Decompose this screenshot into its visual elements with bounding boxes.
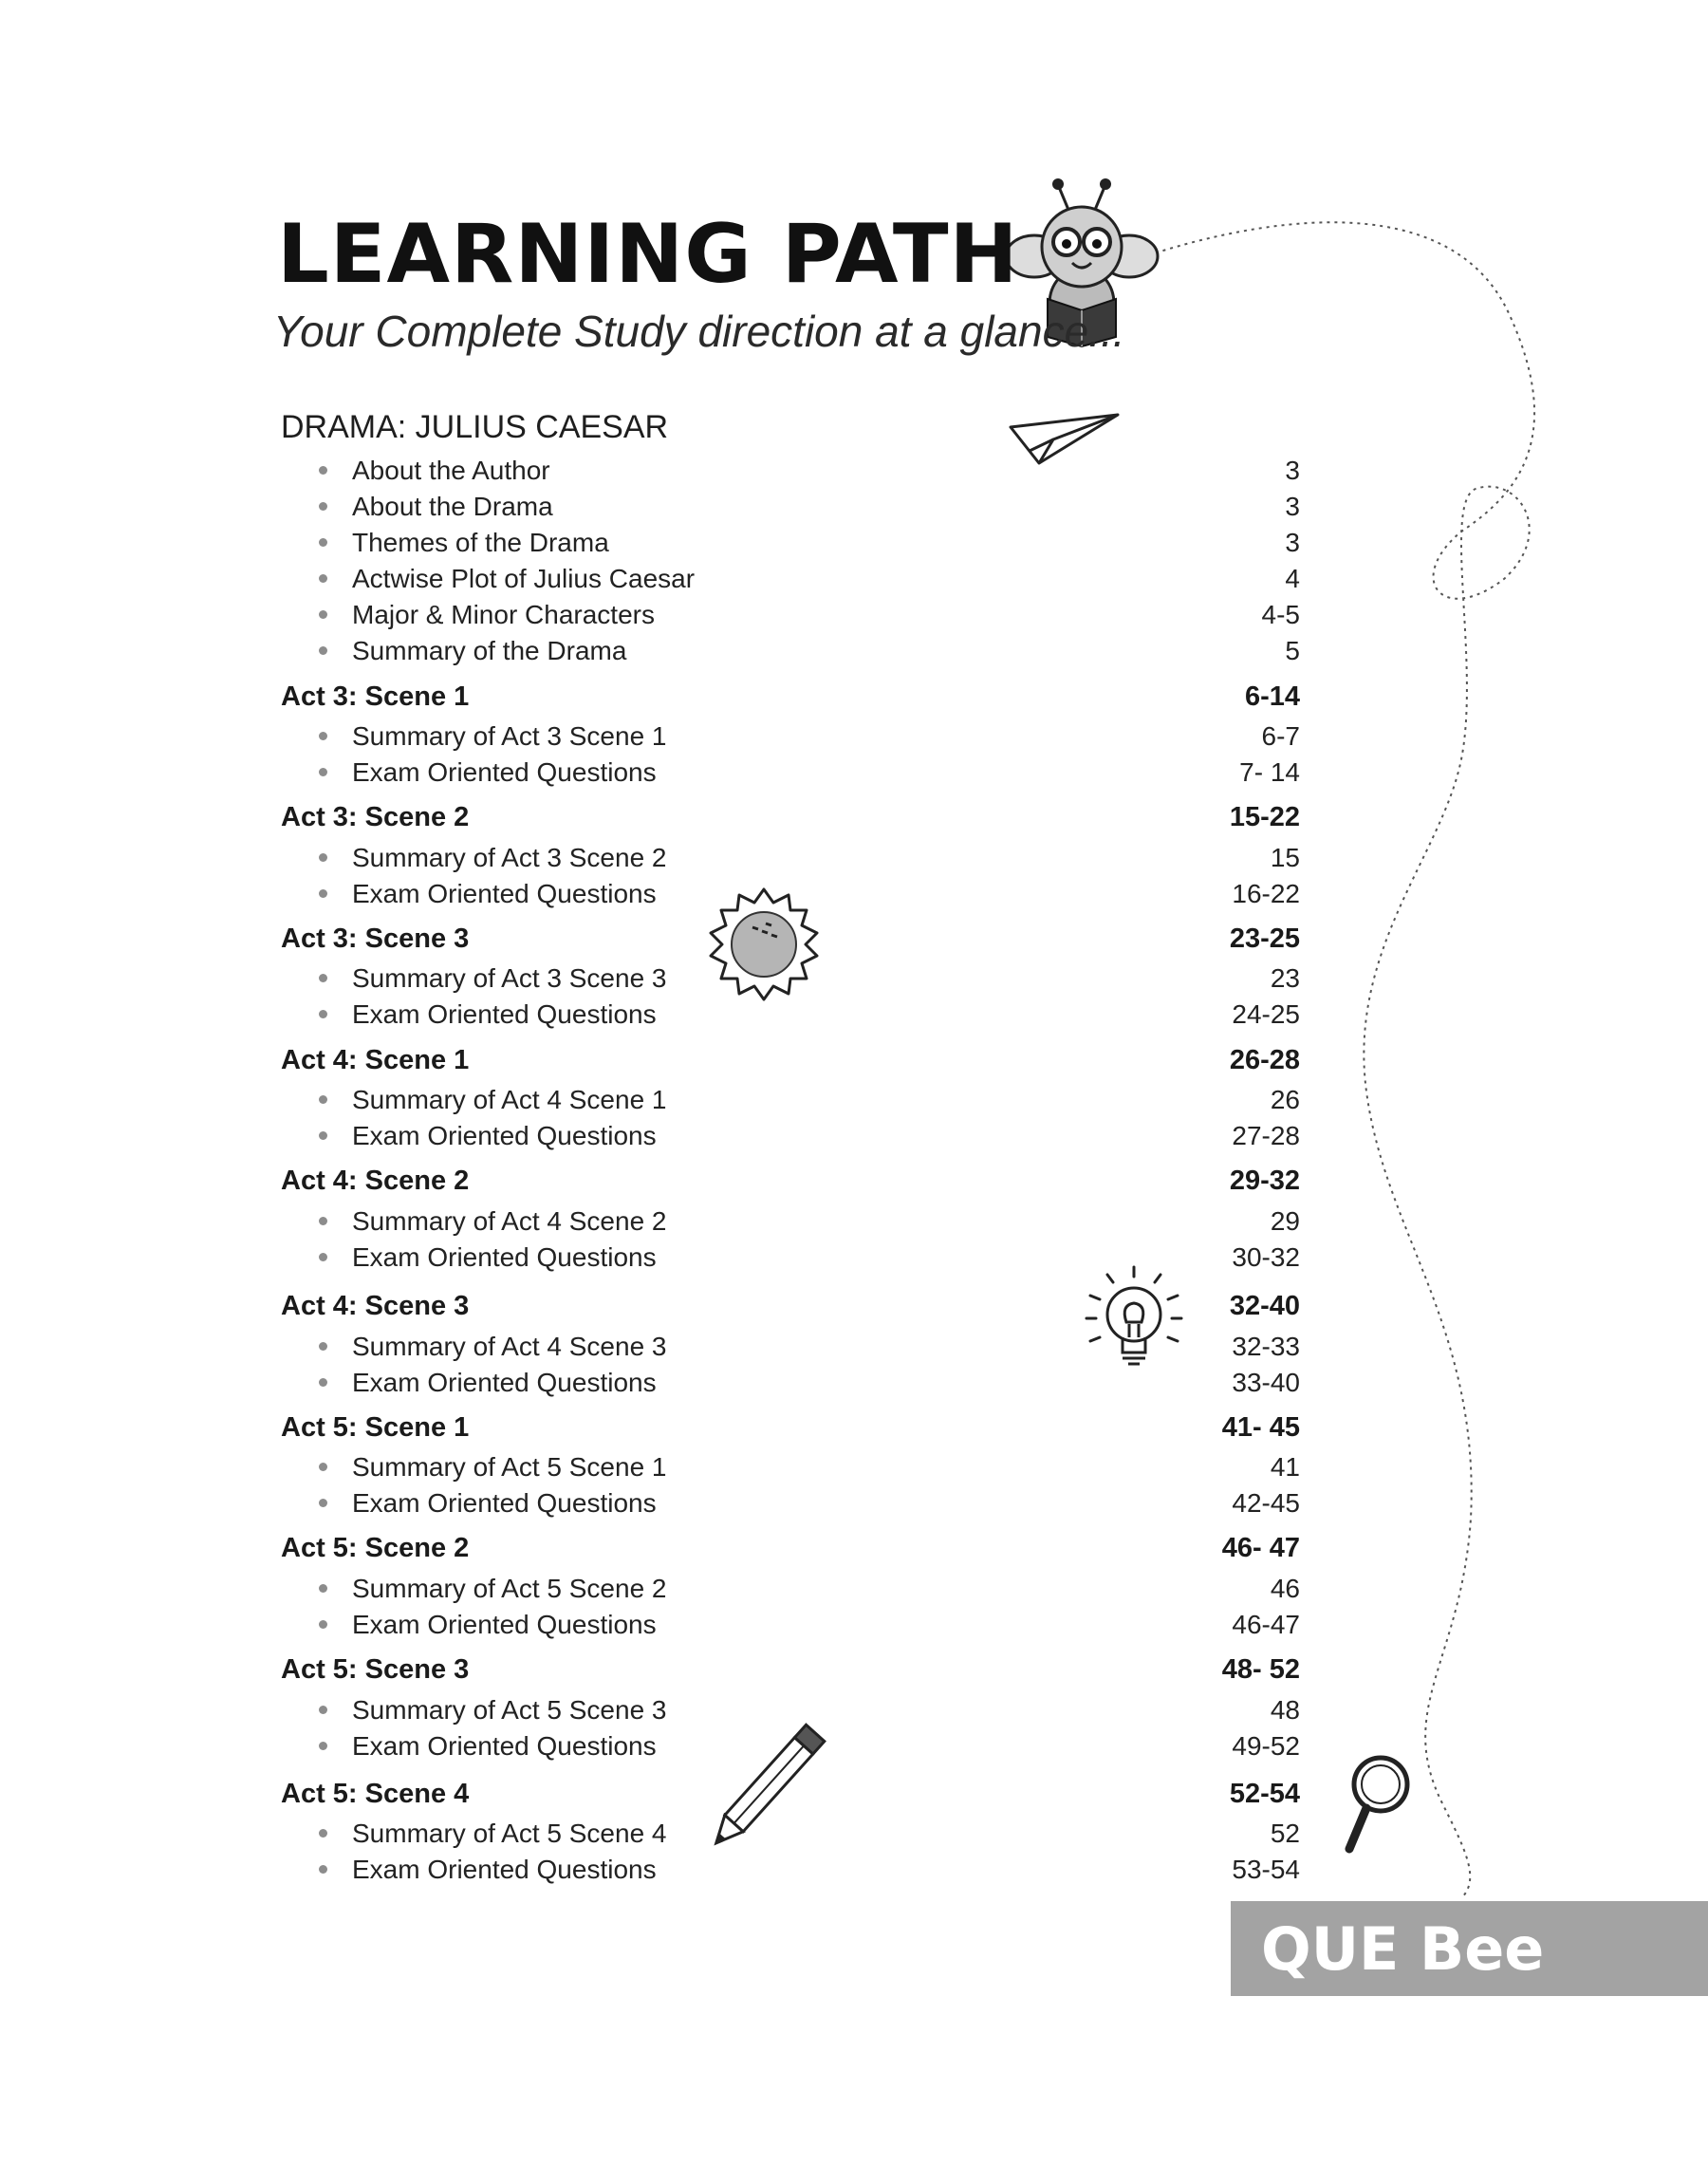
toc-label: Exam Oriented Questions: [319, 1242, 657, 1273]
toc-item: [319, 490, 1300, 524]
toc-item: [319, 1572, 1300, 1606]
toc-item: [319, 598, 1300, 632]
toc-section: [281, 922, 1300, 956]
toc-page-number: 23: [1270, 963, 1300, 993]
page-subtitle: Your Complete Study direction at a glance...: [273, 307, 1125, 356]
toc-item: [319, 877, 1300, 911]
toc-label: Summary of Act 4 Scene 3: [319, 1332, 667, 1362]
toc-label: Themes of the Drama: [319, 528, 609, 558]
toc-item: [319, 1366, 1300, 1400]
toc-item: [319, 1817, 1300, 1851]
toc-section: [281, 1652, 1300, 1687]
toc-label: Summary of Act 5 Scene 2: [319, 1574, 667, 1604]
toc-item: [319, 1693, 1300, 1727]
toc-label: DRAMA: JULIUS CAESAR: [281, 408, 669, 445]
toc-page-number: 33-40: [1232, 1368, 1300, 1397]
toc-label: Act 4: Scene 3: [281, 1290, 470, 1321]
toc-item: [319, 526, 1300, 560]
toc-page-number: 46-47: [1232, 1610, 1300, 1639]
toc-item: [319, 1330, 1300, 1364]
toc-item: [319, 1729, 1300, 1763]
toc-label: Summary of Act 3 Scene 1: [319, 721, 667, 752]
toc-page-number: 41: [1270, 1452, 1300, 1482]
toc-section: [281, 1410, 1300, 1445]
toc-section: [281, 1289, 1300, 1323]
toc-label: Act 5: Scene 2: [281, 1532, 470, 1563]
toc-item: [319, 841, 1300, 875]
toc-page-number: 27-28: [1232, 1121, 1300, 1150]
toc-label: Summary of Act 3 Scene 2: [319, 843, 667, 873]
toc-item: [319, 1450, 1300, 1484]
toc-label: Exam Oriented Questions: [319, 1121, 657, 1151]
toc-label: Exam Oriented Questions: [319, 757, 657, 788]
toc-page-number: 15: [1270, 843, 1300, 872]
toc-label: Summary of Act 5 Scene 3: [319, 1695, 667, 1726]
toc-page-number: 48- 52: [1221, 1653, 1300, 1685]
toc-label: Exam Oriented Questions: [319, 1731, 657, 1762]
toc-label: Summary of Act 4 Scene 2: [319, 1206, 667, 1237]
toc-section: [281, 1164, 1300, 1198]
toc-label: Act 4: Scene 2: [281, 1165, 470, 1196]
toc-section: [281, 1777, 1300, 1811]
toc-page-number: 3: [1285, 528, 1300, 557]
toc-page-number: 53-54: [1232, 1855, 1300, 1884]
toc-section: [281, 1531, 1300, 1565]
toc-section: [281, 800, 1300, 834]
toc-item: [319, 1204, 1300, 1239]
toc-label: Exam Oriented Questions: [319, 999, 657, 1030]
brand-label: QUE Bee: [1261, 1913, 1545, 1984]
toc-page-number: 52-54: [1229, 1778, 1300, 1809]
toc-page-number: 24-25: [1232, 999, 1300, 1029]
toc-label: Act 4: Scene 1: [281, 1044, 470, 1075]
toc-page-number: 26-28: [1229, 1044, 1300, 1075]
toc-page-number: 6-7: [1261, 721, 1300, 751]
toc-page-number: 46: [1270, 1574, 1300, 1603]
toc-item: [319, 1853, 1300, 1887]
toc-page-number: 29-32: [1229, 1165, 1300, 1196]
toc-item: [319, 1608, 1300, 1642]
toc-label: Summary of Act 5 Scene 4: [319, 1819, 667, 1849]
toc-page-number: 52: [1270, 1819, 1300, 1848]
toc-item: [319, 719, 1300, 754]
toc-page-number: 32-33: [1232, 1332, 1300, 1361]
toc-section: [281, 680, 1300, 714]
magnifier-icon: [1349, 1758, 1407, 1849]
toc-item: [319, 1083, 1300, 1117]
toc-label: Act 5: Scene 1: [281, 1411, 470, 1443]
toc-page-number: 29: [1270, 1206, 1300, 1236]
toc-label: About the Author: [319, 456, 550, 486]
toc-label: Act 3: Scene 1: [281, 681, 470, 712]
toc-label: Act 3: Scene 2: [281, 801, 470, 832]
toc-section: [281, 1043, 1300, 1077]
toc-page-number: 32-40: [1229, 1290, 1300, 1321]
toc-label: Exam Oriented Questions: [319, 1368, 657, 1398]
toc-page-number: 4-5: [1261, 600, 1300, 629]
toc-page-number: 6-14: [1244, 681, 1300, 712]
toc-page-number: 15-22: [1229, 801, 1300, 832]
toc-label: Major & Minor Characters: [319, 600, 655, 630]
toc-page-number: 26: [1270, 1085, 1300, 1114]
toc-label: Actwise Plot of Julius Caesar: [319, 564, 695, 594]
toc-label: Exam Oriented Questions: [319, 1610, 657, 1640]
toc-item: [319, 998, 1300, 1032]
brand-banner: [1231, 1901, 1708, 1996]
toc-label: Act 5: Scene 3: [281, 1653, 470, 1685]
toc-page-number: 3: [1285, 456, 1300, 485]
toc-item: [319, 562, 1300, 596]
toc-label: Summary of Act 5 Scene 1: [319, 1452, 667, 1483]
toc-heading: [281, 410, 1300, 444]
toc-label: Act 3: Scene 3: [281, 923, 470, 954]
toc-label: Summary of the Drama: [319, 636, 626, 666]
toc-label: About the Drama: [319, 492, 553, 522]
toc-item: [319, 961, 1300, 996]
toc-item: [319, 454, 1300, 488]
toc-label: Exam Oriented Questions: [319, 1488, 657, 1519]
toc-page-number: 3: [1285, 492, 1300, 521]
toc-label: Exam Oriented Questions: [319, 879, 657, 909]
toc-page-number: 46- 47: [1221, 1532, 1300, 1563]
toc-label: Exam Oriented Questions: [319, 1855, 657, 1885]
toc-label: Summary of Act 4 Scene 1: [319, 1085, 667, 1115]
toc-label: Summary of Act 3 Scene 3: [319, 963, 667, 994]
page-title: LEARNING PATH: [277, 207, 1019, 302]
toc-item: [319, 756, 1300, 790]
toc-page-number: 16-22: [1232, 879, 1300, 908]
toc-page-number: 41- 45: [1221, 1411, 1300, 1443]
toc-label: Act 5: Scene 4: [281, 1778, 470, 1809]
toc-page-number: 49-52: [1232, 1731, 1300, 1761]
toc-page-number: 48: [1270, 1695, 1300, 1725]
toc-page-number: 23-25: [1229, 923, 1300, 954]
toc-page-number: 5: [1285, 636, 1300, 665]
toc-item: [319, 1119, 1300, 1153]
toc-page-number: 30-32: [1232, 1242, 1300, 1272]
toc-item: [319, 1241, 1300, 1275]
toc-page-number: 7- 14: [1239, 757, 1300, 787]
toc-page-number: 4: [1285, 564, 1300, 593]
toc-item: [319, 1486, 1300, 1521]
toc-page-number: 42-45: [1232, 1488, 1300, 1518]
toc-item: [319, 634, 1300, 668]
